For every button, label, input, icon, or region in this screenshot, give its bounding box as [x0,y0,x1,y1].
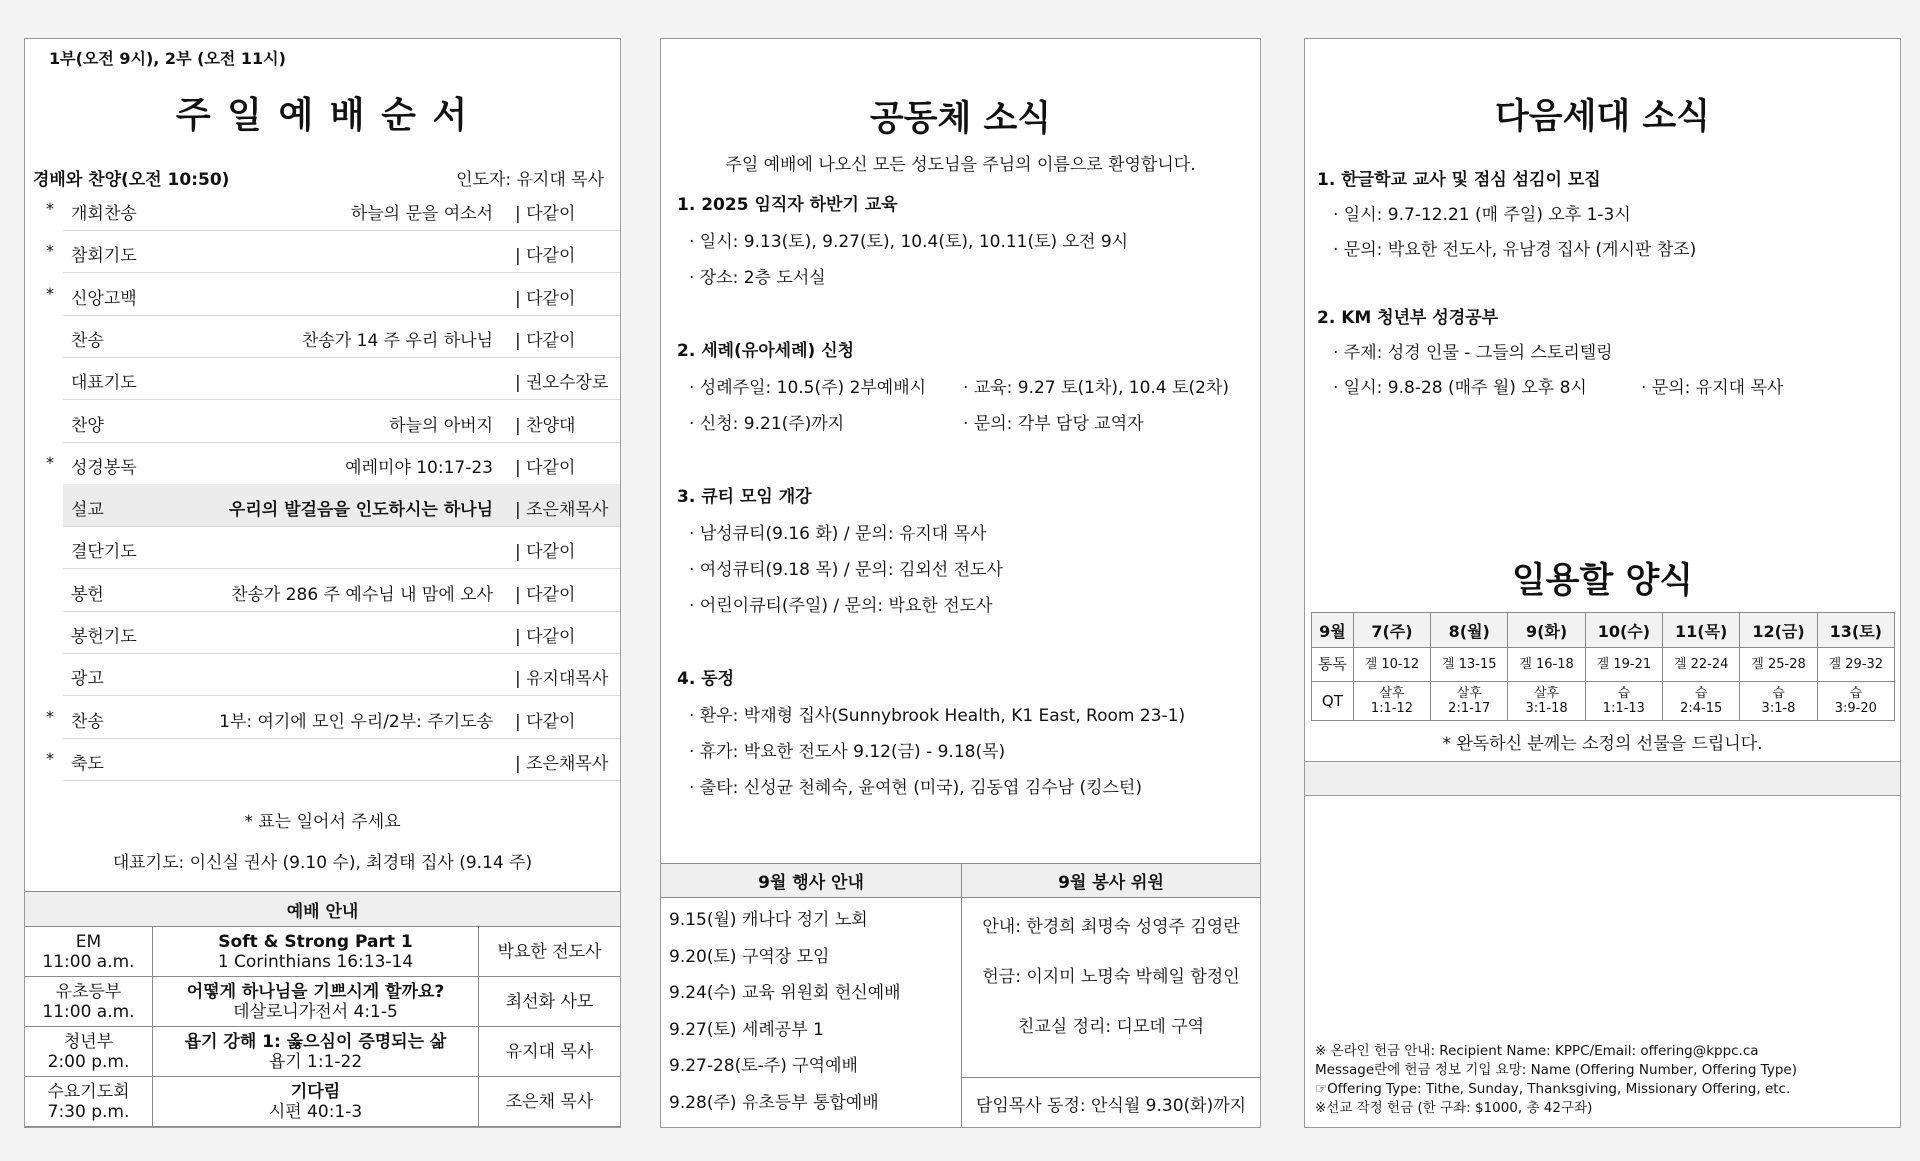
qt-ref: 1:1-12 [1370,701,1414,716]
service-item-content: 찬송가 14 주 우리 하나님 [301,330,493,351]
service-guide-row [25,927,621,977]
welcome-message: 주일 예배에 나오신 모든 성도님을 주님의 이름으로 환영합니다. [725,155,1196,175]
qt-book: 습 [1849,686,1863,701]
service-guide-row [25,1077,621,1127]
qt-label: QT [1312,682,1354,721]
standing-marker: * [46,241,54,261]
page-title: 주 일 예 배 순 서 [175,95,470,136]
service-item-name: 찬송 [71,330,104,351]
qt-ref: 2:1-17 [1448,701,1491,716]
events-heading: 9월 행사 안내 [661,864,962,898]
qt-ref: 3:1-8 [1761,701,1796,716]
guide-dept-cell [25,1077,153,1127]
guide-speaker: 조은채 목사 [479,1077,621,1127]
news-item: · 문의: 유지대 목사 [1641,378,1784,398]
guide-ref: 욥기 1:1-22 [268,1051,363,1072]
service-item [63,653,621,696]
tongdok-cell: 겔 13-15 [1431,648,1508,682]
news-heading-3: 3. 큐티 모임 개강 [677,487,812,507]
guide-sermon-cell [153,927,479,977]
service-item-name: 축도 [71,753,104,774]
news-item: · 일시: 9.7-12.21 (매 주일) 오후 1-3시 [1333,205,1631,225]
guide-ref: 1 Corinthians 16:13-14 [217,951,414,972]
stand-note: * 표는 일어서 주세요 [244,812,401,832]
qt-book: 살후 [1379,686,1405,701]
volunteer-item: 친교실 정리: 디모데 구역 [1017,1017,1205,1037]
schedule-header: 8(월) [1431,613,1508,648]
service-item-name: 광고 [71,669,104,690]
news-item: · 성례주일: 10.5(주) 2부예배시 [689,378,927,398]
standing-marker: * [46,748,54,768]
news-item: · 문의: 각부 담당 교역자 [963,414,1144,434]
news-item: · 주제: 성경 인물 - 그들의 스토리텔링 [1333,343,1613,363]
blank-bar [1304,761,1901,796]
tongdok-cell: 겔 10-12 [1353,648,1430,682]
service-item [63,569,621,612]
news-item: · 장소: 2층 도서실 [689,268,826,288]
service-item [46,442,621,485]
events-cell [661,898,962,1129]
service-item [63,400,621,443]
service-item-name: 설교 [71,500,104,521]
service-item-leader: | 유지대목사 [515,669,609,690]
service-item [46,738,621,781]
service-item-name: 결단기도 [71,542,137,563]
qt-book: 습 [1694,686,1708,701]
qt-cell [1740,682,1817,721]
service-item [46,188,621,231]
service-item-leader: | 다같이 [515,711,576,732]
qt-ref: 2:4-15 [1680,701,1723,716]
service-item [46,273,621,316]
service-guide-table [24,891,621,1127]
service-item-leader: | 조은채목사 [515,500,609,521]
service-item-name: 찬송 [71,711,104,732]
guide-dept: EM [75,931,102,952]
guide-ref: 데살로니가전서 4:1-5 [233,1001,398,1022]
pastor-note: 담임목사 동정: 안식월 9.30(화)까지 [962,1077,1261,1128]
schedule-header: 7(주) [1353,613,1430,648]
news-item: · 신청: 9.21(주)까지 [689,414,845,434]
guide-title: 어떻게 하나님을 기쁘시게 할까요? [186,981,445,1002]
news-item: · 휴가: 박요한 전도사 9.12(금) - 9.18(목) [689,742,1006,762]
guide-sermon-cell [153,1077,479,1127]
service-item [46,696,621,739]
service-item-name: 대표기도 [71,373,137,394]
standing-marker: * [46,283,54,303]
service-item-name: 개회찬송 [71,204,137,224]
guide-title: 기다림 [290,1081,341,1102]
online-offering-line: ※선교 작정 헌금 (한 구좌: $1000, 총 42구좌) [1315,1100,1593,1116]
event-item: 9.24(수) 교육 위원회 헌신예배 [669,983,901,1003]
news-item: · 어린이큐티(주일) / 문의: 박요한 전도사 [689,596,993,616]
qt-cell [1817,682,1894,721]
service-item-leader: | 다같이 [515,627,576,647]
service-item-name: 봉헌 [71,584,104,605]
standing-marker: * [46,199,54,218]
guide-ref: 시편 40:1-3 [268,1101,363,1122]
service-item [63,484,621,527]
guide-time: 11:00 a.m. [42,1001,135,1022]
tongdok-cell: 겔 29-32 [1817,648,1894,682]
service-item-leader: | 조은채목사 [515,753,609,774]
news-item: · 교육: 9.27 토(1차), 10.4 토(2차) [963,378,1229,398]
event-item: 9.20(토) 구역장 모임 [669,946,830,967]
schedule-header: 11(목) [1663,613,1740,648]
service-item-leader: | 권오수장로 [515,373,609,394]
service-item-leader: | 다같이 [515,204,576,224]
worship-leader: 인도자: 유지대 목사 [456,170,604,190]
guide-dept-cell [25,927,153,977]
service-item-leader: | 찬양대 [515,415,576,436]
news-item: · 여성큐티(9.18 목) / 문의: 김외선 전도사 [689,560,1003,580]
service-item [46,230,621,273]
service-item-content: 우리의 발걸음을 인도하시는 하나님 [228,500,493,521]
qt-cell [1663,682,1740,721]
service-item-content: 찬송가 286 주 예수님 내 맘에 오사 [231,584,493,605]
guide-speaker: 유지대 목사 [479,1027,621,1077]
community-news-title: 공동체 소식 [869,99,1052,139]
service-guide-row [25,977,621,1027]
service-item [63,611,621,654]
guide-sermon-cell [153,977,479,1027]
event-item: 9.27-28(토-주) 구역예배 [669,1056,858,1076]
events-list [661,898,961,1124]
service-item [63,526,621,569]
monthly-events-table [660,863,1261,1128]
event-item: 9.28(주) 유초등부 통합예배 [669,1092,879,1113]
tongdok-cell: 겔 16-18 [1508,648,1585,682]
standing-marker: * [46,706,54,726]
next-gen-heading-1: 1. 한글학교 교사 및 점심 섬김이 모집 [1317,170,1601,190]
news-item: · 환우: 박재형 집사(Sunnybrook Health, K1 East, Room 23-1) [689,706,1186,726]
service-item-leader: | 다같이 [515,246,576,267]
qt-book: 살후 [1456,686,1482,701]
news-heading-1: 1. 2025 임직자 하반기 교육 [677,195,898,215]
guide-dept: 유초등부 [55,981,122,1002]
service-item-leader: | 다같이 [515,457,576,478]
volunteer-item: 안내: 한경희 최명숙 성영주 김영란 [982,917,1240,937]
service-item-leader: | 다같이 [515,542,576,563]
service-item [63,315,621,358]
guide-dept: 청년부 [63,1031,114,1052]
news-item: · 일시: 9.8-28 (매주 월) 오후 8시 [1333,378,1587,398]
service-item-content: 1부: 여기에 모인 우리/2부: 주기도송 [219,711,493,732]
next-generation-title: 다음세대 소식 [1494,97,1711,137]
qt-cell [1585,682,1662,721]
guide-time: 7:30 p.m. [47,1101,130,1122]
qt-ref: 3:9-20 [1834,701,1877,716]
service-item-content: 하늘의 문을 여소서 [350,204,493,224]
service-item-leader: | 다같이 [515,288,576,309]
qt-cell [1353,682,1430,721]
news-heading-2: 2. 세례(유아세례) 신청 [677,341,855,361]
gift-note: * 완독하신 분께는 소정의 선물을 드립니다. [1442,734,1763,754]
schedule-header: 10(수) [1585,613,1662,648]
service-item-name: 성경봉독 [71,457,137,478]
online-offering-line: ☞Offering Type: Tithe, Sunday, Thanksgiving, Missionary Offering, etc. [1315,1081,1791,1097]
guide-sermon-cell [153,1027,479,1077]
event-item: 9.27(토) 세례공부 1 [669,1019,824,1040]
guide-speaker: 박요한 전도사 [479,927,621,977]
service-guide-heading: 예배 안내 [25,892,621,927]
service-times: 1부(오전 9시), 2부 (오전 11시) [49,49,286,68]
community-news-panel [660,38,1261,1128]
guide-dept-cell [25,1027,153,1077]
standing-marker: * [46,452,54,472]
service-item-content: 하늘의 아버지 [389,415,493,436]
reading-schedule-table [1311,612,1895,721]
online-offering-line: Message란에 헌금 정보 기입 요망: Name (Offering Number, Offering Type) [1315,1062,1797,1078]
schedule-header: 9(화) [1508,613,1585,648]
schedule-header: 13(토) [1817,613,1894,648]
volunteer-item: 헌금: 이지미 노명숙 박혜일 함정인 [982,967,1240,987]
service-item [63,357,621,400]
qt-cell [1508,682,1585,721]
worship-heading: 경배와 찬양(오전 10:50) [33,170,230,190]
service-item-content: 예레미야 10:17-23 [345,457,493,478]
service-item-name: 신앙고백 [71,288,137,309]
prayer-schedule: 대표기도: 이신실 권사 (9.10 수), 최경태 집사 (9.14 주) [112,853,533,873]
volunteers-cell [962,898,1261,1078]
tongdok-cell: 겔 19-21 [1585,648,1662,682]
guide-speaker: 최선화 사모 [479,977,621,1027]
service-guide-row [25,1027,621,1077]
qt-ref: 1:1-13 [1602,701,1645,716]
online-offering-line: ※ 온라인 헌금 안내: Recipient Name: KPPC/Email: offering@kppc.ca [1315,1043,1759,1059]
service-item-name: 찬양 [71,415,104,436]
next-generation-panel [1304,38,1901,1128]
qt-book: 습 [1772,686,1785,701]
news-item: · 출타: 신성균 천혜숙, 윤여현 (미국), 김동엽 김수남 (킹스턴) [689,778,1142,798]
guide-dept-cell [25,977,153,1027]
schedule-header: 9월 [1312,613,1354,648]
tongdok-label: 통독 [1312,648,1354,682]
schedule-header: 12(금) [1740,613,1817,648]
service-item-name: 봉헌기도 [71,627,137,647]
qt-book: 습 [1617,686,1631,701]
service-item-leader: | 다같이 [515,584,576,605]
volunteers-heading: 9월 봉사 위원 [962,864,1261,898]
service-item-name: 참회기도 [71,246,137,267]
tongdok-cell: 겔 22-24 [1663,648,1740,682]
qt-ref: 3:1-18 [1525,701,1568,716]
daily-bread-title: 일용할 양식 [1511,561,1694,601]
qt-cell [1431,682,1508,721]
service-item-leader: | 다같이 [515,330,576,351]
guide-dept: 수요기도회 [47,1081,130,1102]
news-item: · 문의: 박요한 전도사, 유남경 집사 (게시판 참조) [1333,240,1697,260]
guide-title: Soft & Strong Part 1 [218,931,413,952]
guide-time: 2:00 p.m. [47,1051,130,1072]
news-item: · 일시: 9.13(토), 9.27(토), 10.4(토), 10.11(토) 오전 9시 [689,232,1129,252]
next-gen-heading-2: 2. KM 청년부 성경공부 [1317,308,1499,328]
online-offering-info [1315,1042,1797,1118]
event-item: 9.15(월) 캐나다 정기 노회 [669,910,868,930]
tongdok-cell: 겔 25-28 [1740,648,1817,682]
qt-book: 살후 [1534,686,1560,701]
guide-time: 11:00 a.m. [42,951,135,972]
guide-title: 욥기 강해 1: 옳으심이 증명되는 삶 [184,1031,447,1052]
volunteers-list [962,898,1260,1062]
news-item: · 남성큐티(9.16 화) / 문의: 유지대 목사 [689,524,987,544]
news-heading-4: 4. 동정 [677,669,735,689]
order-of-service-panel [24,38,621,1128]
